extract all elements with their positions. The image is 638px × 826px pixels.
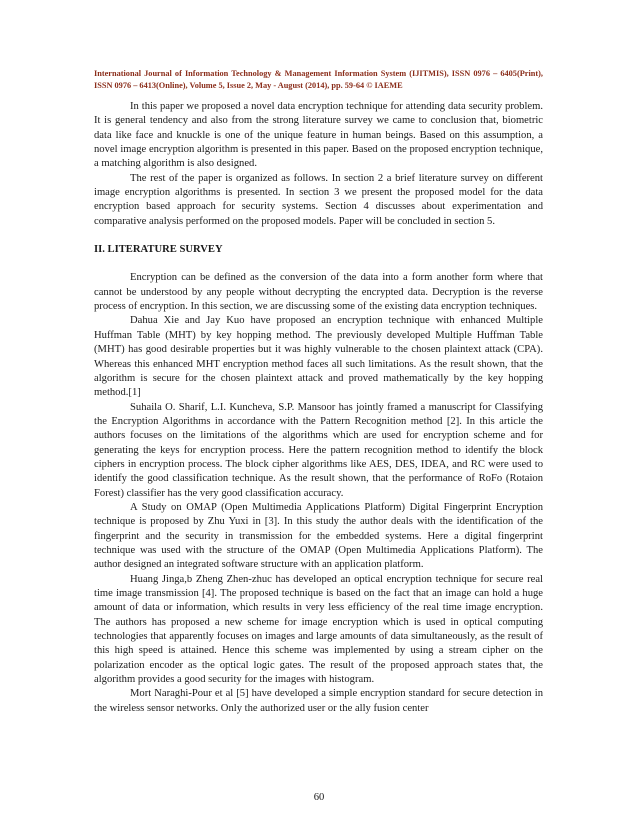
body-text — [94, 100, 543, 716]
section-paragraph-1: Encryption can be defined as the conversion of the data into a form another form where that cannot be understood by any people without decrypting the encrypted data. Decryption is the reverse process of encryption. In this section, we are discussing some of the existing data encryption techniques. — [94, 272, 543, 313]
section-paragraph-3: Suhaila O. Sharif, L.I. Kuncheva, S.P. Mansoor has jointly framed a manuscript for Classifying the Encryption Algorithms in accordance with the Pattern Recognition method [2]. In this article the authors focuses on the limitations of the algorithms which are used for encryption scheme and for generating the keys for encryption process. Here the pattern recognition method to identify the block ciphers in encryption process. The block cipher algorithms like AES, DES, IDEA, and RC were used to identify the good classification technique. As the result shown, that the performance of RoFo (Rotaion Forest) classifier has the very good classification accuracy. — [94, 401, 543, 499]
page-number: 60 — [313, 792, 325, 803]
intro-paragraph-2: The rest of the paper is organized as follows. In section 2 a brief literature survey on different image encryption algorithms is presented. In section 3 we present the proposed model for the data encryption based approach for security systems. Section 4 discusses about experimentation and comparative analysis performed on the proposed models. Paper will be concluded in section 5. — [94, 172, 543, 227]
section-paragraph-2: Dahua Xie and Jay Kuo have proposed an encryption technique with enhanced Multiple Huffman Table (MHT) by key hopping method. The previously developed Multiple Huffman Table (MHT) has good desirable properties but it was highly vulnerable to the chosen plaintext attack (CPA). Whereas this enhanced MHT encryption method faces all such limitations. As the result shown, that the algorithm is secure for the chosen plaintext attack and proved mathematically by the key hopping method.[1] — [94, 315, 543, 399]
section-paragraph-4: A Study on OMAP (Open Multimedia Applications Platform) Digital Fingerprint Encryption technique is proposed by Zhu Yuxi in [3]. In this study the author deals with the identification of the fingerprint and the security in transmission for the embedded systems. Here a digital fingerprint technique was used with the structure of the OMAP (Open Multimedia Applications Platform). The author designed an integrated software structure with an application platform. — [94, 501, 543, 571]
section-paragraph-5: Huang Jinga,b Zheng Zhen-zhuc has developed an optical encryption technique for secure real time image transmission [4]. The proposed technique is based on the fact that an image can hold a huge amount of data or information, which results in very less efficiency of the real time image encryption. The authors has proposed a new scheme for image encryption which is used in optical computing technologies that apparently focuses on images and large amounts of data simultaneously, as the result of this high speed is attained. Hence this scheme was implemented by using a stream cipher on the polarization encoder as the optical logic gates. The result of the proposed approach states that, the algorithm provides a good security for the images with histogram. — [94, 573, 543, 686]
section-paragraph-6: Mort Naraghi-Pour et al [5] have developed a simple encryption standard for secure detection in the wireless sensor networks. Only the authorized user or the ally fusion center — [94, 688, 543, 714]
section-heading: II. LITERATURE SURVEY — [94, 244, 223, 256]
journal-header: International Journal of Information Technology & Management Information System (IJITMIS), ISSN 0976 – 6405(Print), ISSN 0976 – 6413(Online), Volume 5, Issue 2, May - August (2014), pp. 59-64 © IAEME — [94, 69, 543, 90]
intro-paragraph-1: In this paper we proposed a novel data encryption technique for attending data security problem. It is general tendency and also from the strong literature survey we came to conclusion that, biometric data like face and knuckle is one of the unique feature in human beings. Based on this assumption, a novel image encryption algorithm is presented in this paper. Based on the proposed encryption technique, a matching algorithm is also designed. — [94, 101, 543, 170]
